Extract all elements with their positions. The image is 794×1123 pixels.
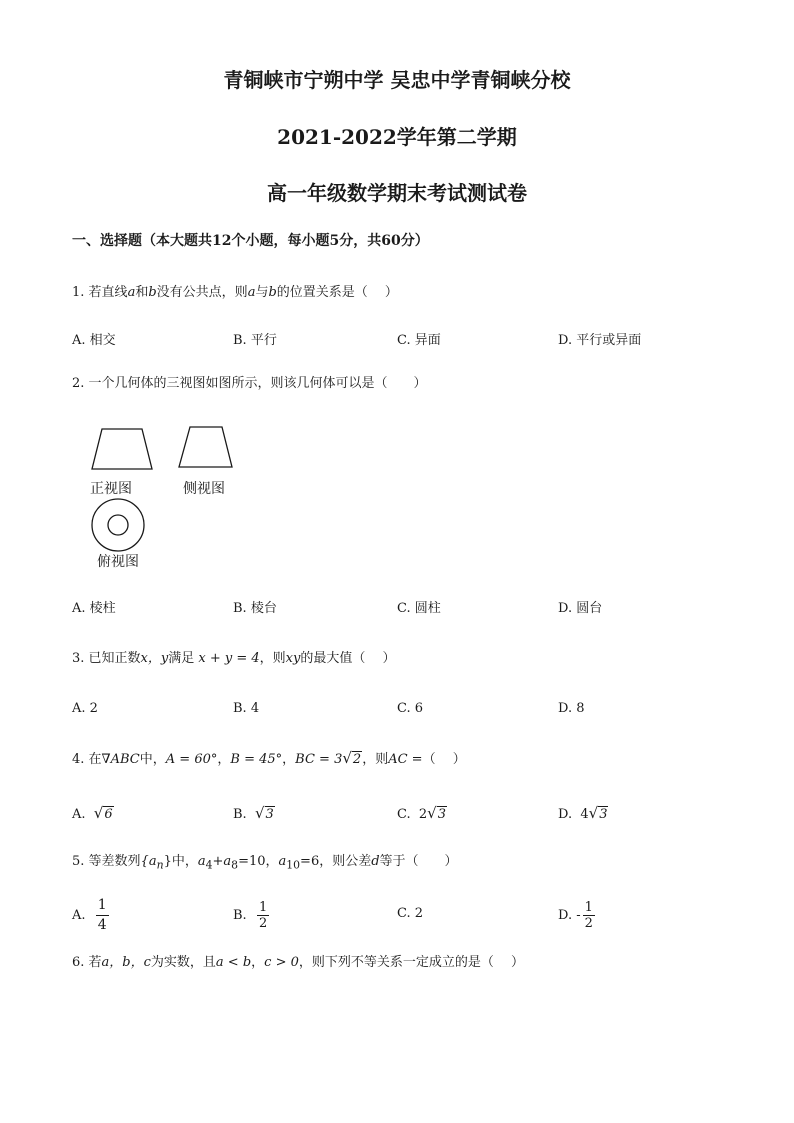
fraction-neg-1-2: $\frac{1}{2}$ <box>584 900 593 931</box>
question-4: 4. 在∇ABC中，A = 60°，B = 45°，BC = 3√2，则AC =（ ） <box>72 748 466 770</box>
side-view-trapezoid <box>174 422 240 472</box>
q5-option-a[interactable]: A. $\frac{1}{4}$ <box>72 897 107 933</box>
question-5: 5. 等差数列$\{a_n\}$中，$a_4+a_8=10$，$a_{10}=6$，则公差d等于（ ） <box>72 854 458 872</box>
q1-option-b[interactable]: B. 平行 <box>233 333 277 348</box>
q2-option-a[interactable]: A. 棱柱 <box>72 601 116 616</box>
q4-option-b[interactable]: B. √3 <box>233 804 274 822</box>
top-view-label: 俯视图 <box>97 554 139 570</box>
question-1: 1. 若直线a和b没有公共点，则a与b的位置关系是（ ） <box>72 285 398 300</box>
q1-option-d[interactable]: D. 平行或异面 <box>558 333 642 348</box>
question-3: 3. 已知正数x，y满足 x + y = 4，则xy的最大值（ ） <box>72 651 396 666</box>
sqrt-2: √2 <box>342 749 362 767</box>
q5-option-d[interactable]: D. - $\frac{1}{2}$ <box>558 900 593 931</box>
fraction-1-4: $\frac{1}{4}$ <box>97 897 107 933</box>
q5-option-c[interactable]: C. 2 <box>397 906 424 921</box>
q2-option-d[interactable]: D. 圆台 <box>558 601 603 616</box>
q3-option-b[interactable]: B. 4 <box>233 701 260 716</box>
side-view-label: 侧视图 <box>183 481 225 497</box>
q3-option-c[interactable]: C. 6 <box>397 701 424 716</box>
question-6: 6. 若a，b，c为实数，且a < b，c > 0，则下列不等关系一定成立的是（ ） <box>72 955 525 970</box>
school-title: 青铜峡市宁朔中学 吴忠中学青铜峡分校 <box>223 68 571 92</box>
front-view-label: 正视图 <box>90 481 132 497</box>
q2-option-b[interactable]: B. 棱台 <box>233 601 277 616</box>
fraction-1-2: $\frac{1}{2}$ <box>258 900 268 931</box>
front-view-trapezoid <box>88 424 158 474</box>
q1-option-c[interactable]: C. 异面 <box>397 333 441 348</box>
q2-option-c[interactable]: C. 圆柱 <box>397 601 441 616</box>
q3-option-a[interactable]: A. 2 <box>72 701 98 716</box>
top-view-rings <box>86 493 150 557</box>
q5-option-b[interactable]: B. $\frac{1}{2}$ <box>233 900 268 931</box>
q4-option-a[interactable]: A. √6 <box>72 804 113 822</box>
q1-option-a[interactable]: A. 相交 <box>72 333 116 348</box>
term-title: 2021-2022学年第二学期 <box>277 125 517 149</box>
section-heading: 一、选择题（本大题共12个小题，每小题5分，共60分） <box>72 233 429 249</box>
question-2: 2. 一个几何体的三视图如图所示，则该几何体可以是（ ） <box>72 376 427 391</box>
exam-title: 高一年级数学期末考试测试卷 <box>267 181 527 205</box>
q4-option-c[interactable]: C. 2√3 <box>397 804 447 822</box>
q4-option-d[interactable]: D. 4√3 <box>558 804 608 822</box>
q3-option-d[interactable]: D. 8 <box>558 701 585 716</box>
